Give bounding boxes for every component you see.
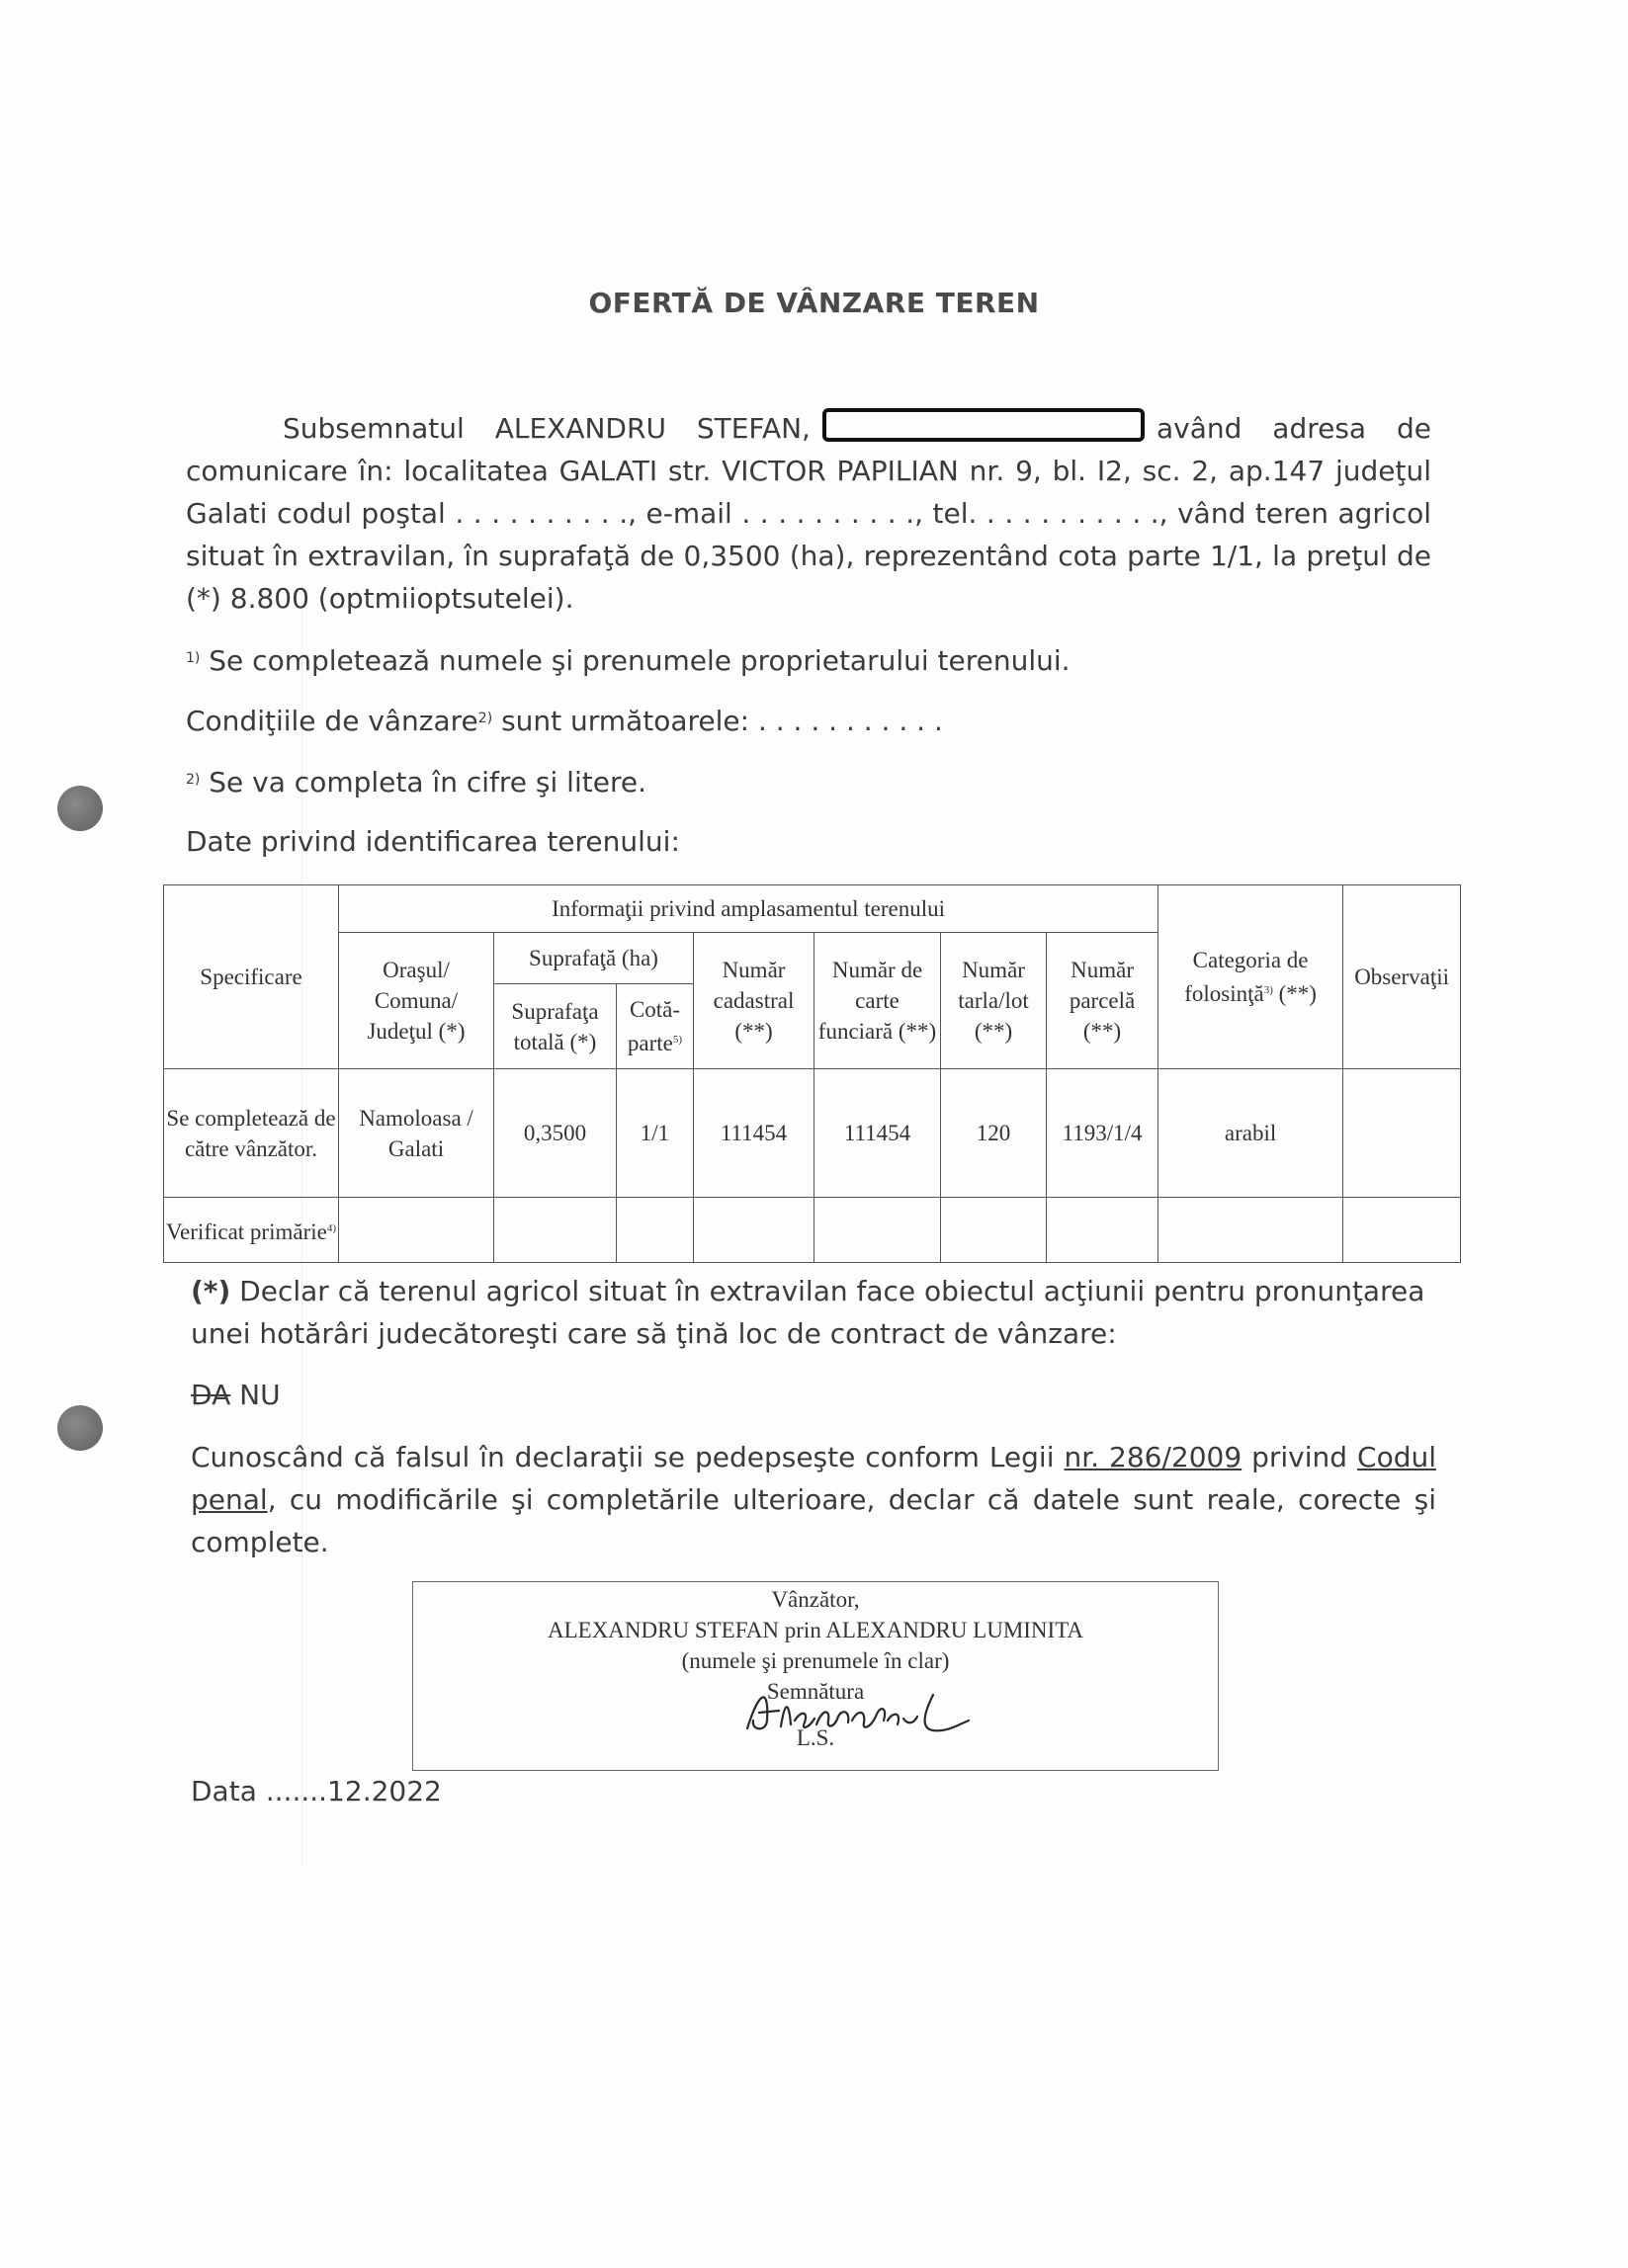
- cell-categoria: arabil: [1158, 1069, 1343, 1198]
- signature-label: Semnătura: [766, 1679, 865, 1704]
- footnote-text: Se va completa în cifre şi litere.: [209, 766, 646, 798]
- categoria-suffix: (**): [1278, 981, 1317, 1006]
- footnote-mark: 1): [186, 650, 201, 666]
- handwritten-signature: [739, 1681, 986, 1740]
- declaration-mark: (*): [191, 1275, 231, 1307]
- cell-empty: [339, 1198, 494, 1263]
- footnote-mark: 2): [186, 772, 201, 788]
- document-title: OFERTĂ DE VÂNZARE TEREN: [588, 287, 1040, 319]
- intro-part2: având adresa de comunicare în: localitatea GALATI str. VICTOR PAPILIAN nr. 9, bl. I2, sc. 2, ap.147 judeţul Galati codul poştal . . . . . . . . . ., e-mail . . . . . . . . . ., tel. . . . . . . . . . ., vând teren agricol situat în extravilan, în suprafaţă de 0,3500 (ha), reprezentând cota parte 1/1, la preţul de (*) 8.800 (optmiioptsutelei).: [186, 412, 1431, 615]
- header-observatii: Observaţii: [1343, 885, 1461, 1069]
- header-specificare: Specificare: [164, 885, 339, 1069]
- cell-empty: [1047, 1198, 1158, 1263]
- footnote-2: [186, 759, 1431, 803]
- land-table: [163, 884, 1461, 1263]
- signature-box: [412, 1581, 1219, 1771]
- cell-cota-parte: 1/1: [617, 1069, 694, 1198]
- signature-seal: L.S.: [796, 1725, 835, 1750]
- legal-text: Cunoscând că falsul în declaraţii se pedepseşte conform Legii: [191, 1441, 1055, 1473]
- footnote-1: [186, 637, 1431, 682]
- punch-hole: [57, 786, 103, 831]
- redacted-field: [822, 408, 1145, 442]
- table-row: [164, 1069, 1461, 1198]
- cell-empty: [617, 1198, 694, 1263]
- document-date: Data .......12.2022: [191, 1775, 442, 1807]
- cell-observatii: [1343, 1069, 1461, 1198]
- header-numar-cadastral: Număr cadastral (**): [694, 933, 814, 1069]
- signature-name: ALEXANDRU STEFAN prin ALEXANDRU LUMINITA: [547, 1618, 1084, 1642]
- intro-part1: Subsemnatul ALEXANDRU STEFAN,: [283, 412, 811, 445]
- cell-empty: [494, 1198, 617, 1263]
- row-label-text: Verificat primărie: [166, 1218, 327, 1244]
- header-categoria: [1158, 885, 1343, 1069]
- header-numar-tarla: Număr tarla/lot (**): [941, 933, 1047, 1069]
- cell-empty: [1158, 1198, 1343, 1263]
- footnote-text: Se completează numele şi prenumele proprietarului terenului.: [209, 644, 1071, 677]
- header-info-amplasament: Informaţii privind amplasamentul terenului: [339, 885, 1158, 933]
- cell-numar-carte: 111454: [814, 1069, 941, 1198]
- cell-suprafata-totala: 0,3500: [494, 1069, 617, 1198]
- cell-empty: [694, 1198, 814, 1263]
- table-row: [164, 1198, 1461, 1263]
- cell-numar-parcela: 1193/1/4: [1047, 1069, 1158, 1198]
- signature-note: (numele şi prenumele în clar): [681, 1648, 950, 1673]
- cota-parte-label: Cotă-parte: [627, 997, 681, 1055]
- signature-role: Vânzător,: [771, 1587, 860, 1612]
- legal-text: , cu modificările şi completările ulterioare, declar că datele sunt reale, corecte şi complete.: [191, 1483, 1436, 1558]
- punch-hole: [57, 1405, 103, 1451]
- footnote-mark: 2): [477, 711, 493, 726]
- legal-text: privind: [1251, 1441, 1348, 1473]
- conditions-value: sunt următoarele: . . . . . . . . . . .: [501, 705, 943, 737]
- categoria-label: Categoria de folosinţă: [1184, 948, 1309, 1006]
- penal-code-link[interactable]: Codul penal: [191, 1441, 1436, 1516]
- footnote-mark: 5): [672, 1034, 683, 1046]
- declaration-text: Declar că terenul agricol situat în extravilan face obiectul acţiunii pentru pronunţarea unei hotărâri judecătoreşti care să ţină loc de contract de vânzare:: [191, 1275, 1425, 1350]
- header-cota-parte: [617, 984, 694, 1069]
- header-suprafata-totala: Suprafaţa totală (*): [494, 984, 617, 1069]
- cell-empty: [814, 1198, 941, 1263]
- answer-line: [191, 1374, 1436, 1416]
- header-orasul: Oraşul/ Comuna/ Judeţul (*): [339, 933, 494, 1069]
- conditions-label: Condiţiile de vânzare: [186, 705, 478, 737]
- declaration: [191, 1270, 1436, 1355]
- cell-empty: [941, 1198, 1047, 1263]
- cell-empty: [1343, 1198, 1461, 1263]
- header-numar-parcela: Număr parcelă (**): [1047, 933, 1158, 1069]
- cell-orasul: Namoloasa / Galati: [339, 1069, 494, 1198]
- header-suprafata: Suprafaţă (ha): [494, 933, 694, 984]
- answer-struck: DA: [191, 1379, 231, 1411]
- intro-paragraph: [186, 407, 1431, 620]
- cell-numar-cadastral: 111454: [694, 1069, 814, 1198]
- footnote-mark: 4): [326, 1221, 337, 1234]
- legal-paragraph: [191, 1436, 1436, 1563]
- answer-selected: NU: [239, 1379, 281, 1411]
- identification-heading: Date privind identificarea terenului:: [186, 825, 680, 858]
- header-numar-carte: Număr de carte funciară (**): [814, 933, 941, 1069]
- law-link[interactable]: nr. 286/2009: [1064, 1441, 1242, 1473]
- row-label: [164, 1198, 339, 1263]
- footnote-mark: 3): [1263, 984, 1273, 996]
- row-label: Se completează de către vânzător.: [164, 1069, 339, 1198]
- conditions-line: [186, 698, 1431, 742]
- cell-numar-tarla: 120: [941, 1069, 1047, 1198]
